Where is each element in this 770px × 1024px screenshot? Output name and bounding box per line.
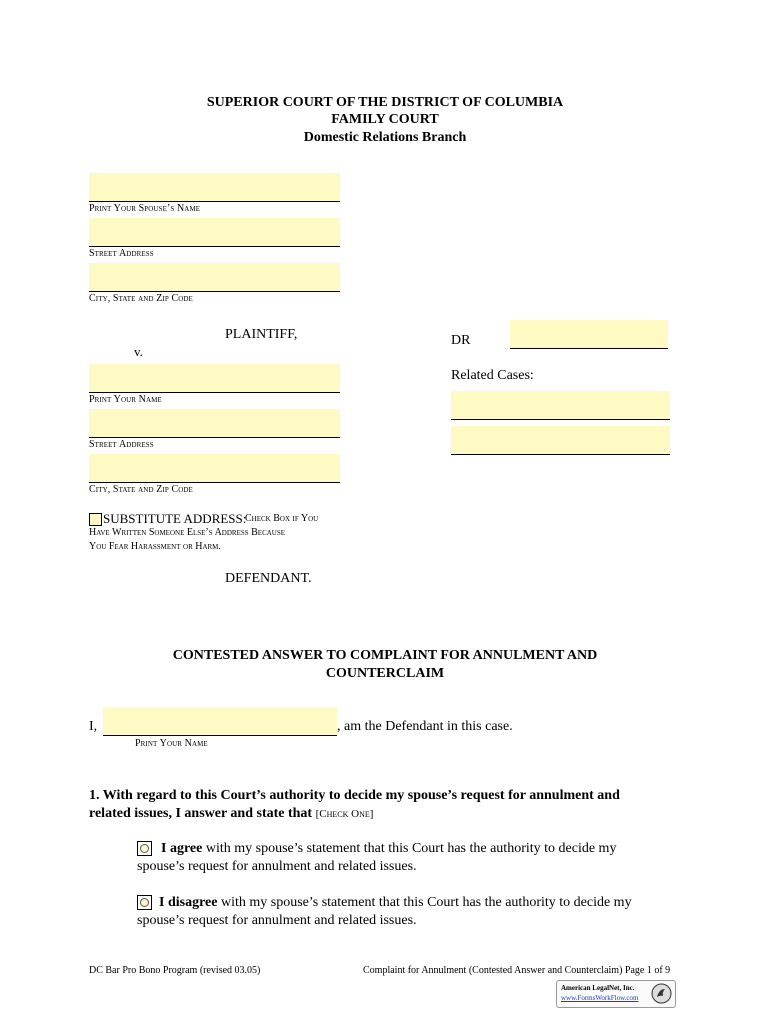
intro-caption: Print Your Name bbox=[135, 738, 208, 749]
plaintiff-label: PLAINTIFF, bbox=[225, 327, 298, 342]
intro-prefix: I, bbox=[89, 719, 98, 734]
check-one-note: [Check One] bbox=[315, 808, 374, 820]
defendant-street-caption: Street Address bbox=[89, 439, 154, 450]
document-title-line2: COUNTERCLAIM bbox=[325, 666, 445, 681]
defendant-label: DEFENDANT. bbox=[225, 571, 312, 586]
footer-left: DC Bar Pro Bono Program (revised 03.05) bbox=[89, 965, 261, 976]
defendant-name-inline-field[interactable] bbox=[103, 707, 337, 736]
disagree-radio[interactable] bbox=[137, 895, 152, 910]
agree-option-line1 bbox=[161, 840, 691, 858]
brand-logo-icon bbox=[651, 983, 672, 1004]
footer-right: Complaint for Annulment (Contested Answer and Counterclaim) Page 1 of 9 bbox=[363, 965, 671, 976]
substitute-address-note-2: Have Written Someone Else’s Address Because bbox=[89, 527, 286, 538]
substitute-address-checkbox[interactable] bbox=[89, 513, 102, 526]
dr-number-field[interactable] bbox=[510, 320, 668, 349]
defendant-street-field[interactable] bbox=[89, 409, 340, 438]
dr-label: DR bbox=[451, 333, 471, 348]
defendant-city-caption: City, State and Zip Code bbox=[89, 484, 193, 495]
spouse-name-caption: Print Your Spouse’s Name bbox=[89, 203, 201, 214]
related-cases-label: Related Cases: bbox=[451, 368, 534, 383]
court-name: SUPERIOR COURT OF THE DISTRICT OF COLUMBIA bbox=[206, 95, 564, 110]
question1-line2-text: related issues, I answer and state that bbox=[89, 806, 313, 821]
document-title-line1: CONTESTED ANSWER TO COMPLAINT FOR ANNULMENT AND bbox=[172, 648, 598, 663]
defendant-name-field[interactable] bbox=[89, 364, 340, 393]
brand-badge bbox=[556, 980, 676, 1008]
versus-label: v. bbox=[134, 344, 143, 359]
agree-radio[interactable] bbox=[137, 841, 152, 856]
defendant-city-field[interactable] bbox=[89, 454, 340, 483]
substitute-address-note-1: Check Box if You bbox=[245, 513, 319, 524]
disagree-option-line2: spouse’s request for annulment and related issues. bbox=[137, 913, 417, 928]
related-case-field-1[interactable] bbox=[451, 391, 670, 420]
court-division: FAMILY COURT bbox=[331, 112, 439, 127]
spouse-street-field[interactable] bbox=[89, 218, 340, 247]
defendant-name-caption: Print Your Name bbox=[89, 394, 162, 405]
disagree-option-bold: I disagree bbox=[159, 895, 218, 910]
brand-url[interactable]: www.FormsWorkFlow.com bbox=[561, 994, 639, 1002]
spouse-city-field[interactable] bbox=[89, 263, 340, 292]
substitute-address-title: SUBSTITUTE ADDRESS: bbox=[103, 511, 247, 526]
spouse-name-field[interactable] bbox=[89, 173, 340, 202]
disagree-option-line1 bbox=[159, 894, 689, 912]
agree-option-text: with my spouse’s statement that this Court has the authority to decide my bbox=[202, 841, 617, 856]
court-branch: Domestic Relations Branch bbox=[303, 130, 467, 145]
brand-name: American LegalNet, Inc. bbox=[561, 984, 635, 992]
question1-line1: 1. With regard to this Court’s authority to decide my spouse’s request for annulment and bbox=[89, 788, 620, 803]
agree-option-line2: spouse’s request for annulment and related issues. bbox=[137, 859, 417, 874]
question1-line2 bbox=[89, 805, 373, 823]
related-case-field-2[interactable] bbox=[451, 426, 670, 455]
spouse-city-caption: City, State and Zip Code bbox=[89, 293, 193, 304]
disagree-option-text: with my spouse’s statement that this Court has the authority to decide my bbox=[217, 895, 632, 910]
agree-option-bold: I agree bbox=[161, 841, 203, 856]
substitute-address-note-3: You Fear Harassment or Harm. bbox=[89, 541, 221, 552]
spouse-street-caption: Street Address bbox=[89, 248, 154, 259]
intro-suffix: , am the Defendant in this case. bbox=[337, 719, 513, 734]
